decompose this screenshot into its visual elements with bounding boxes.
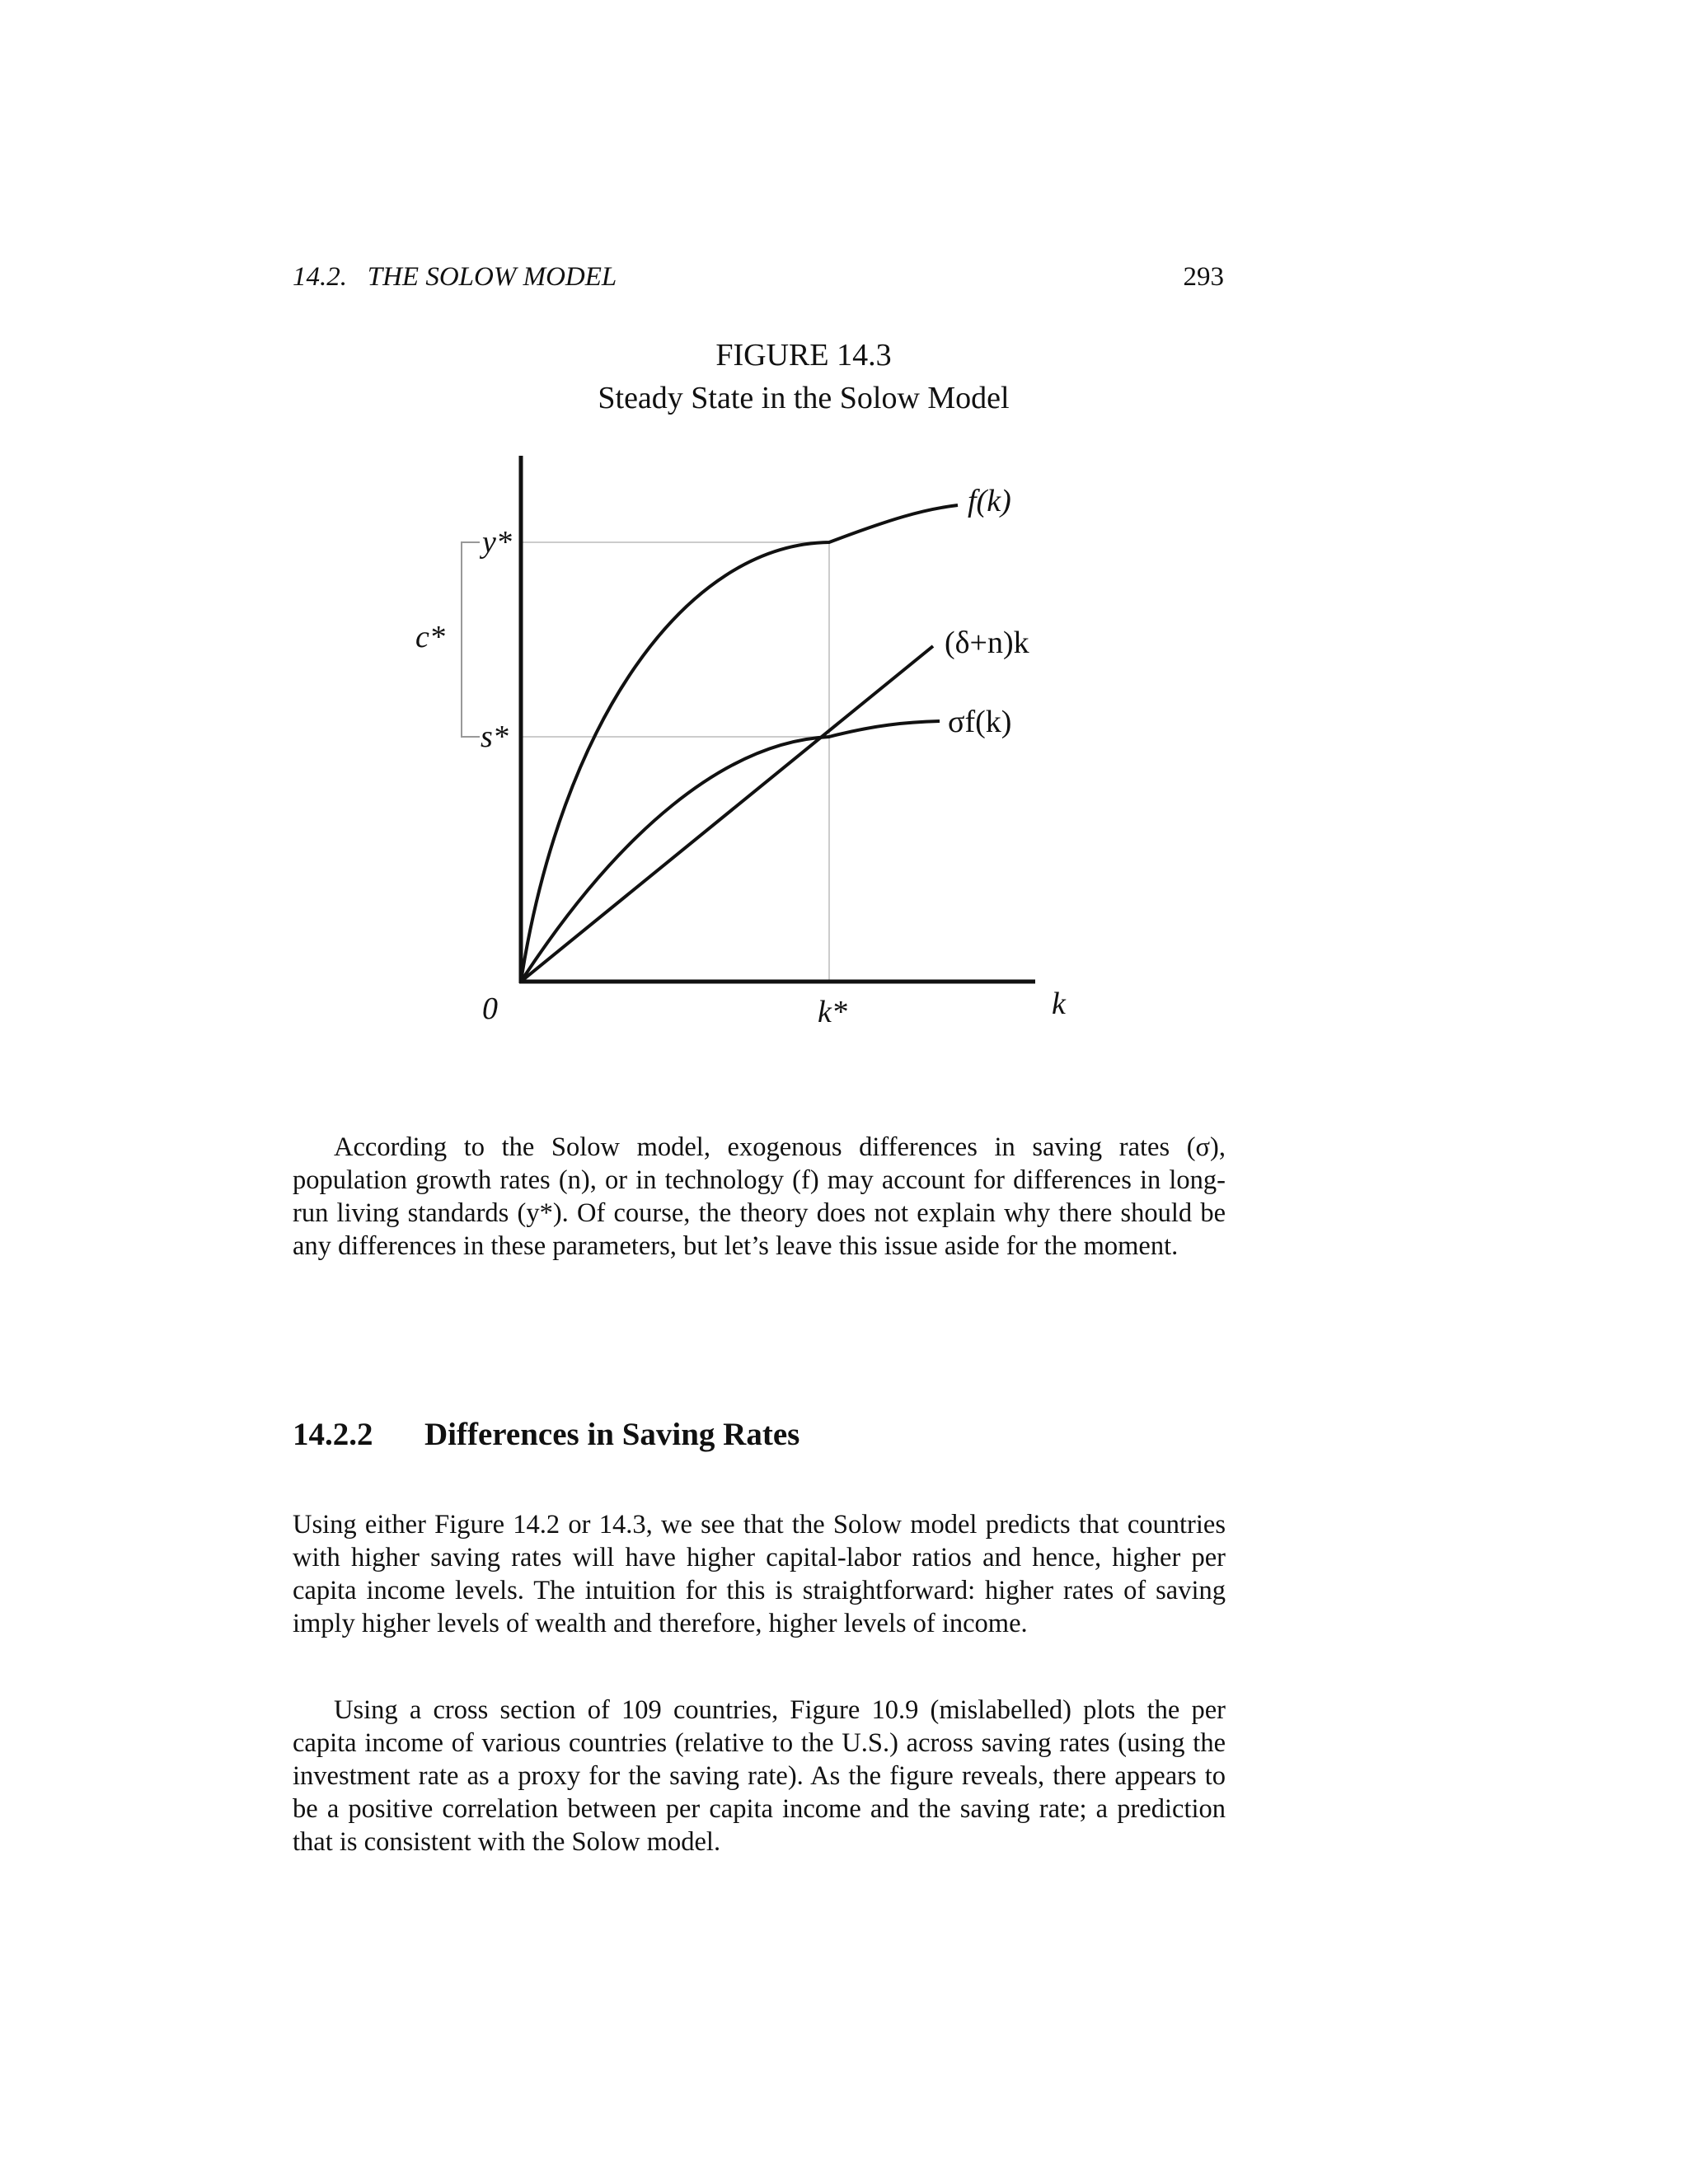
section-heading (293, 1416, 1226, 1453)
section-number: 14.2.2 (293, 1417, 373, 1452)
line-label: (δ+n)k (945, 626, 1029, 660)
y-star-label: y* (482, 525, 512, 560)
running-head-section: 14.2. THE SOLOW MODEL (293, 262, 617, 292)
c-star-bracket (462, 542, 480, 737)
f-curve-label: f(k) (968, 484, 1011, 518)
paragraph-text: Using either Figure 14.2 or 14.3, we see that the Solow model predicts that countries with higher saving rates will have higher capital-labor ratios and hence, higher per capita income levels. The intuition for this is straightforward: higher rates of saving imply higher levels of wealth and therefore, higher levels of income. (293, 1510, 1226, 1638)
sf-curve-label: σf(k) (948, 705, 1012, 739)
production-curve (521, 505, 958, 982)
k-axis-label: k (1052, 987, 1066, 1021)
figure-caption (293, 334, 1315, 419)
page-number: 293 (1183, 262, 1224, 292)
paragraph-text: Using a cross section of 109 countries, Figure 10.9 (mislabelled) plots the per capita income of various countries (relative to the U.S.) across saving rates (using the investment rate as a proxy for the saving rate). As the figure reveals, there appears to be a positive correlation between per capita income and the saving rate; a prediction that is consistent with the Solow model. (293, 1695, 1226, 1857)
c-star-label: c* (415, 620, 445, 654)
paragraph-3 (293, 1694, 1226, 1858)
saving-curve (521, 721, 940, 982)
k-star-label: k* (818, 995, 847, 1029)
origin-label: 0 (482, 991, 498, 1026)
depreciation-line (521, 646, 933, 982)
paragraph-text: According to the Solow model, exogenous differences in saving rates (σ), population growth rates (n), or in technology (f) may account for differences in long-run living standards (y*). Of course, the theory does not explain why there should be any differences in these parameters, but let’s leave this issue aside for the moment. (293, 1132, 1226, 1261)
paragraph-2 (293, 1508, 1226, 1640)
paragraph-1 (293, 1131, 1226, 1263)
figure-number: FIGURE 14.3 (715, 338, 892, 373)
figure-title: Steady State in the Solow Model (598, 381, 1010, 415)
running-head (293, 262, 1224, 303)
section-title: Differences in Saving Rates (424, 1417, 800, 1452)
s-star-label: s* (481, 719, 509, 754)
